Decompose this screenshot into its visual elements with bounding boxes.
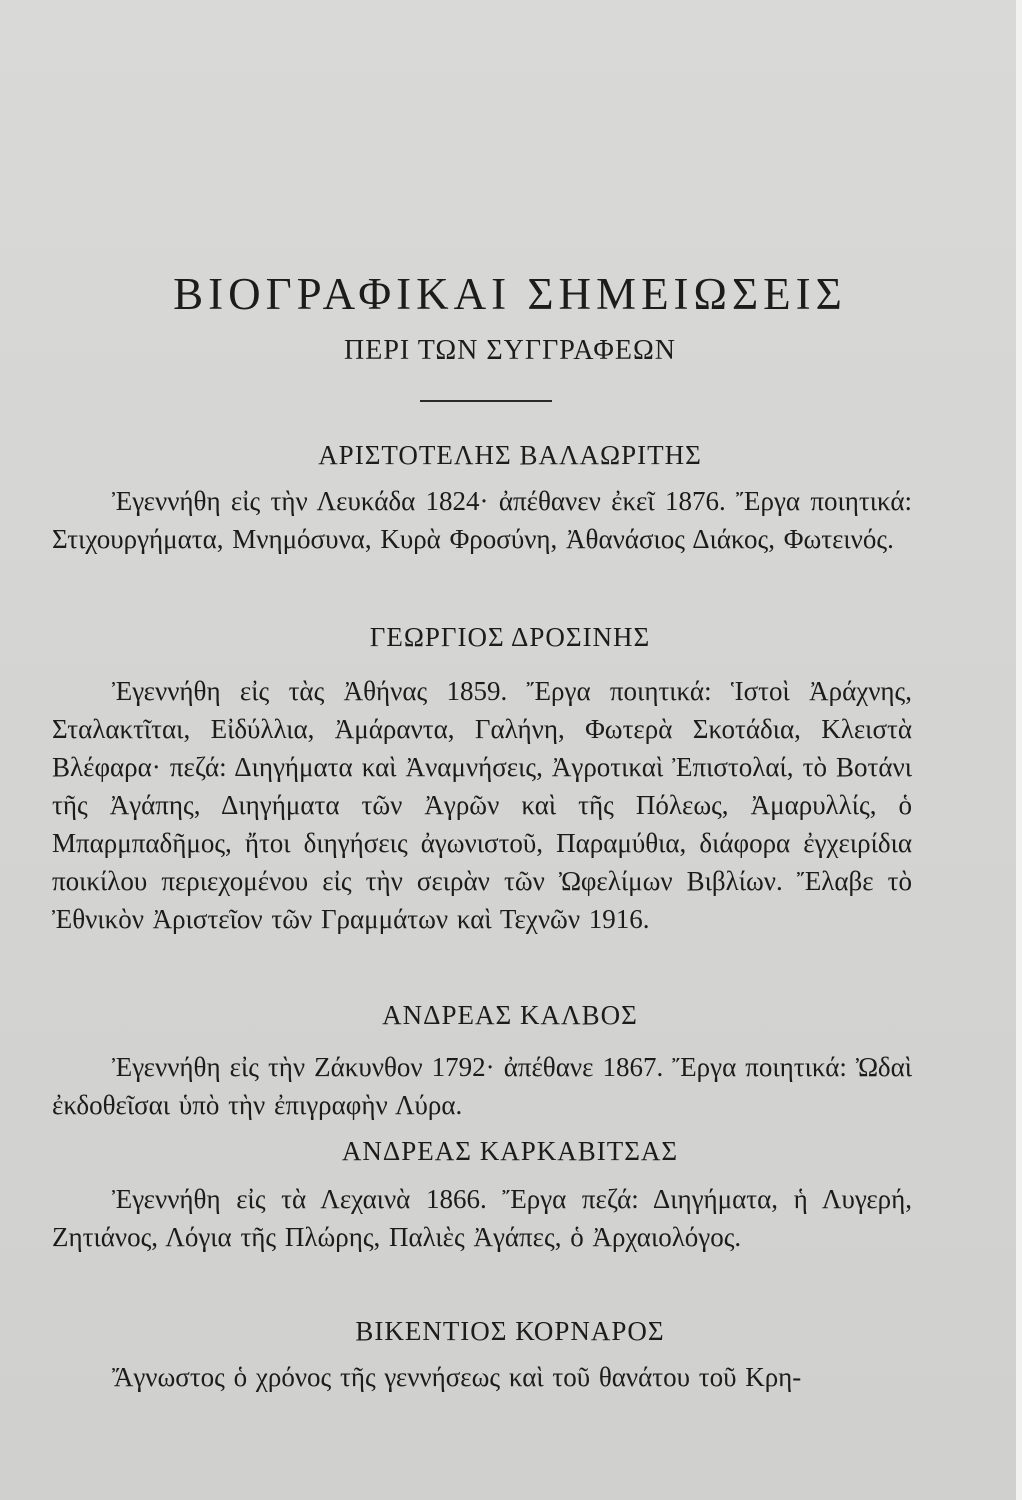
- author-entry-drosinis: Ἐγεννήθη εἰς τὰς Ἀθήνας 1859. Ἔργα ποιητικά: Ἱστοὶ Ἀράχνης, Σταλακτῖται, Εἰδύλλια, Ἀμάραντα, Γαλήνη, Φωτερὰ Σκοτάδια, Κλειστὰ Βλέφαρα· πεζά: Διηγήματα καὶ Ἀναμνήσεις, Ἀγροτικαὶ Ἐπιστολαί, τὸ Βοτάνι τῆς Ἀγάπης, Διηγήματα τῶν Ἀγρῶν καὶ τῆς Πόλεως, Ἀμαρυλλίς, ὁ Μπαρμπαδῆμος, ἤτοι διηγήσεις ἀγωνιστοῦ, Παραμύθια, διάφορα ἐγχειρίδια ποικίλου περιεχομένου εἰς τὴν σειρὰν τῶν Ὠφελίμων Βιβλίων. Ἔλαβε τὸ Ἐθνικὸν Ἀριστεῖον τῶν Γραμμάτων καὶ Τεχνῶν 1916.: [52, 676, 912, 934]
- author-entry-kalvos: Ἐγεννήθη εἰς τὴν Ζάκυνθον 1792· ἀπέθανε 1867. Ἔργα ποιητικά: Ὠδαὶ ἐκδοθεῖσαι ὑπὸ τὴν ἐπιγραφὴν Λύρα.: [52, 1052, 912, 1120]
- page-edge: [1016, 0, 1022, 1500]
- author-heading-kornaros: ΒΙΚΕΝΤΙΟΣ ΚΟΡΝΑΡΟΣ: [355, 1316, 665, 1346]
- author-heading-drosinis: ΓΕΩΡΓΙΟΣ ΔΡΟΣΙΝΗΣ: [369, 622, 651, 652]
- author-entry-valaoritis: Ἐγεννήθη εἰς τὴν Λευκάδα 1824· ἀπέθανεν ἐκεῖ 1876. Ἔργα ποιητικά: Στιχουργήματα, Μνημόσυνα, Κυρὰ Φροσύνη, Ἀθανάσιος Διάκος, Φωτεινός.: [52, 486, 912, 554]
- author-entry-kornaros: Ἄγνωστος ὁ χρόνος τῆς γεννήσεως καὶ τοῦ θανάτου τοῦ Κρη-: [112, 1362, 802, 1392]
- title-divider: [420, 400, 552, 402]
- author-heading-karkavitsas: ΑΝΔΡΕΑΣ ΚΑΡΚΑΒΙΤΣΑΣ: [341, 1136, 679, 1166]
- author-heading-valaoritis: ΑΡΙΣΤΟΤΕΛΗΣ ΒΑΛΑΩΡΙΤΗΣ: [318, 440, 702, 470]
- author-heading-kalvos: ΑΝΔΡΕΑΣ ΚΑΛΒΟΣ: [382, 1000, 638, 1030]
- page-title: ΒΙΟΓΡΑΦΙΚΑΙ ΣΗΜΕΙΩΣΕΙΣ: [173, 269, 847, 319]
- page-subtitle: ΠΕΡΙ ΤΩΝ ΣΥΓΓΡΑΦΕΩΝ: [344, 335, 676, 366]
- author-entry-karkavitsas: Ἐγεννήθη εἰς τὰ Λεχαινὰ 1866. Ἔργα πεζά: Διηγήματα, ἡ Λυγερή, Ζητιάνος, Λόγια τῆς Πλώρης, Παλιὲς Ἀγάπες, ὁ Ἀρχαιολόγος.: [52, 1184, 912, 1252]
